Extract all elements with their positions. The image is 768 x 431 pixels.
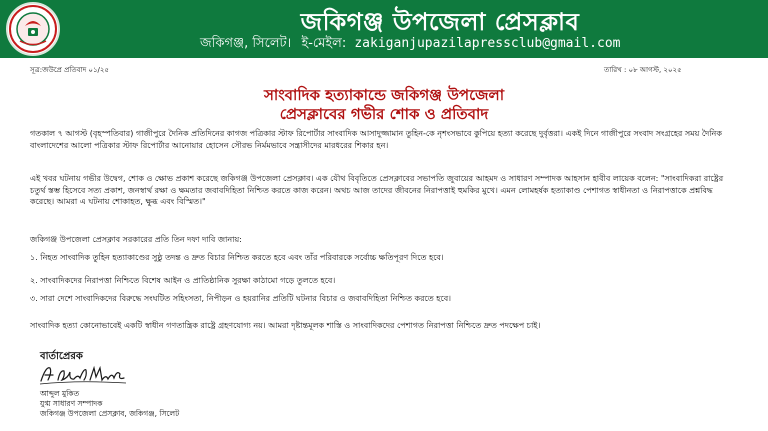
headline-line-2: প্রেসক্লাবের গভীর শোক ও প্রতিবাদ [279, 105, 489, 123]
paragraph-incident: গতকাল ৭ আগস্ট (বৃহস্পতিবার) গাজীপুরে দৈনিক প্রতিদিনের কাগজ পত্রিকার স্টাফ রিপোর্টার সাংবাদিক আসাদুজ্জামান তুহিন-কে নৃশংসভাবে কুপিয়ে হত্যা করেছে দুর্বৃত্তরা। একই দিনে গাজীপুরে সংবাদ সংগ্রহের সময় দৈনিক বাংলাদেশের আলো পত্রিকার স্টাফ রিপোর্টার আনোয়ার হোসেন সৌরভ নির্মমভাবে সন্ত্রাসীদের মারধরের শিকার হন। [30, 129, 722, 150]
press-club-logo [6, 2, 60, 56]
organization-address [200, 34, 620, 55]
reference-number: সূত্র:জউপ্রে প্রতিবাদ ০১/২৫ [30, 66, 109, 74]
paragraph-demands-intro: জকিগঞ্জ উপজেলা প্রেসক্লাব সরকারের প্রতি তিন দফা দাবি জানায়: [30, 235, 242, 244]
paragraph-closing: সাংবাদিক হত্যা কোনোভাবেই একটি স্বাধীন গণতান্ত্রিক রাষ্ট্রে গ্রহণযোগ্য নয়। আমরা দৃষ্টান্তমূলক শাস্তি ও সাংবাদিকদের পেশাগত নিরাপত্তা নিশ্চিতে দ্রুত পদক্ষেপ চাই। [30, 321, 541, 330]
sender-position: যুগ্ম সাধারণ সম্পাদক [40, 399, 103, 408]
email-label: ই-মেইল: [301, 36, 347, 51]
sender-name: আব্দুল মুকিত [40, 389, 80, 398]
demand-item-1: ১. নিহত সাংবাদিক তুহিন হত্যাকাণ্ডের সুষ্ঠু তদন্ত ও দ্রুত বিচার নিশ্চিত করতে হবে এবং তাঁর পরিবারকে সর্বোচ্চ ক্ষতিপূরণ দিতে হবে। [30, 253, 444, 262]
letterhead-banner [0, 0, 768, 58]
headline-line-1: সাংবাদিক হত্যাকান্ডে জকিগঞ্জ উপজেলা [263, 86, 505, 104]
demand-item-2: ২. সাংবাদিকদের নিরাপত্তা নিশ্চিতে বিশেষ আইন ও প্রাতিষ্ঠানিক সুরক্ষা কাঠামো গড়ে তুলতে হবে। [30, 276, 336, 285]
sender-heading: বার্তাপ্রেরক [40, 351, 83, 362]
demand-item-3: ৩. সারা দেশে সাংবাদিকদের বিরুদ্ধে সংঘটিত সহিংসতা, নিপীড়ন ও হয়রানির প্রতিটি ঘটনার বিচার ও জবাবদিহিতা নিশ্চিত করতে হবে। [30, 294, 452, 303]
address-text: জকিগঞ্জ, সিলেট। [200, 36, 292, 51]
sender-organization: জকিগঞ্জ উপজেলা প্রেসক্লাব, জকিগঞ্জ, সিলেট [40, 409, 180, 418]
email-address: zakiganjupazilapressclub@gmail.com [354, 36, 621, 51]
organization-title: জকিগঞ্জ উপজেলা প্রেসক্লাব [300, 8, 580, 36]
letter-date: তারিখ : ০৮ আগস্ট, ২০২৫ [604, 66, 682, 74]
paragraph-statement: এই খবর ঘটনায় গভীর উদ্বেগ, শোক ও ক্ষোভ প্রকাশ করেছে জকিগঞ্জ উপজেলা প্রেসক্লাব। এক যৌথ বিবৃতিতে প্রেসক্লাবের সভাপতি জুবায়ের আহমদ ও সাধারণ সম্পাদক আহসান হাবীব লায়েক বলেন: "সাংবাদিকরা রাষ্ট্রের চতুর্থ স্তম্ভ হিসেবে সত্য প্রকাশ, জনস্বার্থ রক্ষা ও ক্ষমতার জবাবদিহিতা নিশ্চিত করতে কাজ করেন। অথচ আজ তাদের জীবনের নিরাপত্তাই হুমকির মুখে। এমন লোমহর্ষক হত্যাকাণ্ড পেশাগত স্বাধীনতা ও নিরাপত্তাকে প্রশ্নবিদ্ধ করেছে। আমরা এ ঘটনায় শোকাহত, ক্ষুব্ধ এবং বিস্মিত।" [30, 174, 724, 206]
handwritten-signature [38, 362, 128, 390]
